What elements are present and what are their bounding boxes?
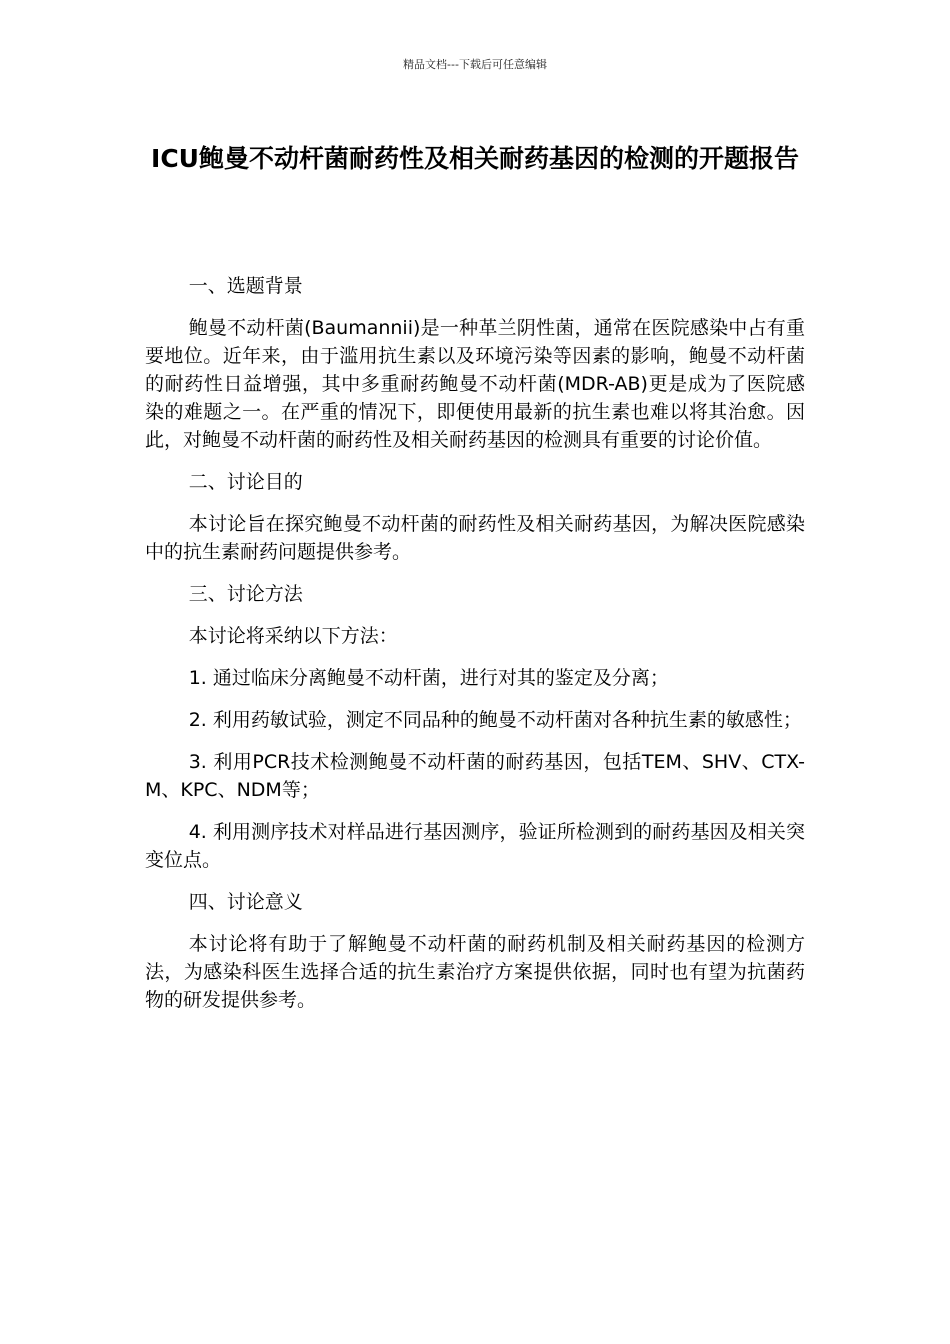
section-heading-background: 一、选题背景: [188, 275, 303, 297]
method-item-4: 4. 利用测序技术对样品进行基因测序，验证所检测到的耐药基因及相关突变位点。: [145, 821, 805, 871]
section-heading-purpose: 二、讨论目的: [188, 471, 303, 493]
document-title: ICU鲍曼不动杆菌耐药性及相关耐药基因的检测的开题报告: [151, 144, 799, 173]
method-item-1: 1. 通过临床分离鲍曼不动杆菌，进行对其的鉴定及分离；: [188, 667, 669, 689]
method-item-3: 3. 利用PCR技术检测鲍曼不动杆菌的耐药基因，包括TEM、SHV、CTX-M、KPC、NDM等；: [145, 751, 805, 801]
method-item-2: 2. 利用药敏试验，测定不同品种的鲍曼不动杆菌对各种抗生素的敏感性；: [188, 709, 802, 731]
paragraph-background: 鲍曼不动杆菌(Baumannii)是一种革兰阴性菌，通常在医院感染中占有重要地位。近年来，由于滥用抗生素以及环境污染等因素的影响，鲍曼不动杆菌的耐药性日益增强，其中多重耐药鲍曼不动杆菌(MDR-AB)更是成为了医院感染的难题之一。在严重的情况下，即便使用最新的抗生素也难以将其治愈。因此，对鲍曼不动杆菌的耐药性及相关耐药基因的检测具有重要的讨论价值。: [145, 317, 805, 451]
document-body: [145, 272, 805, 1028]
paragraph-significance: 本讨论将有助于了解鲍曼不动杆菌的耐药机制及相关耐药基因的检测方法，为感染科医生选择合适的抗生素治疗方案提供依据，同时也有望为抗菌药物的研发提供参考。: [145, 933, 805, 1011]
section-heading-significance: 四、讨论意义: [188, 891, 303, 913]
paragraph-purpose: 本讨论旨在探究鲍曼不动杆菌的耐药性及相关耐药基因，为解决医院感染中的抗生素耐药问题提供参考。: [145, 513, 805, 563]
section-heading-methods: 三、讨论方法: [188, 583, 303, 605]
header-note: 精品文档---下载后可任意编辑: [403, 58, 547, 71]
paragraph-methods-intro: 本讨论将采纳以下方法：: [188, 625, 398, 647]
